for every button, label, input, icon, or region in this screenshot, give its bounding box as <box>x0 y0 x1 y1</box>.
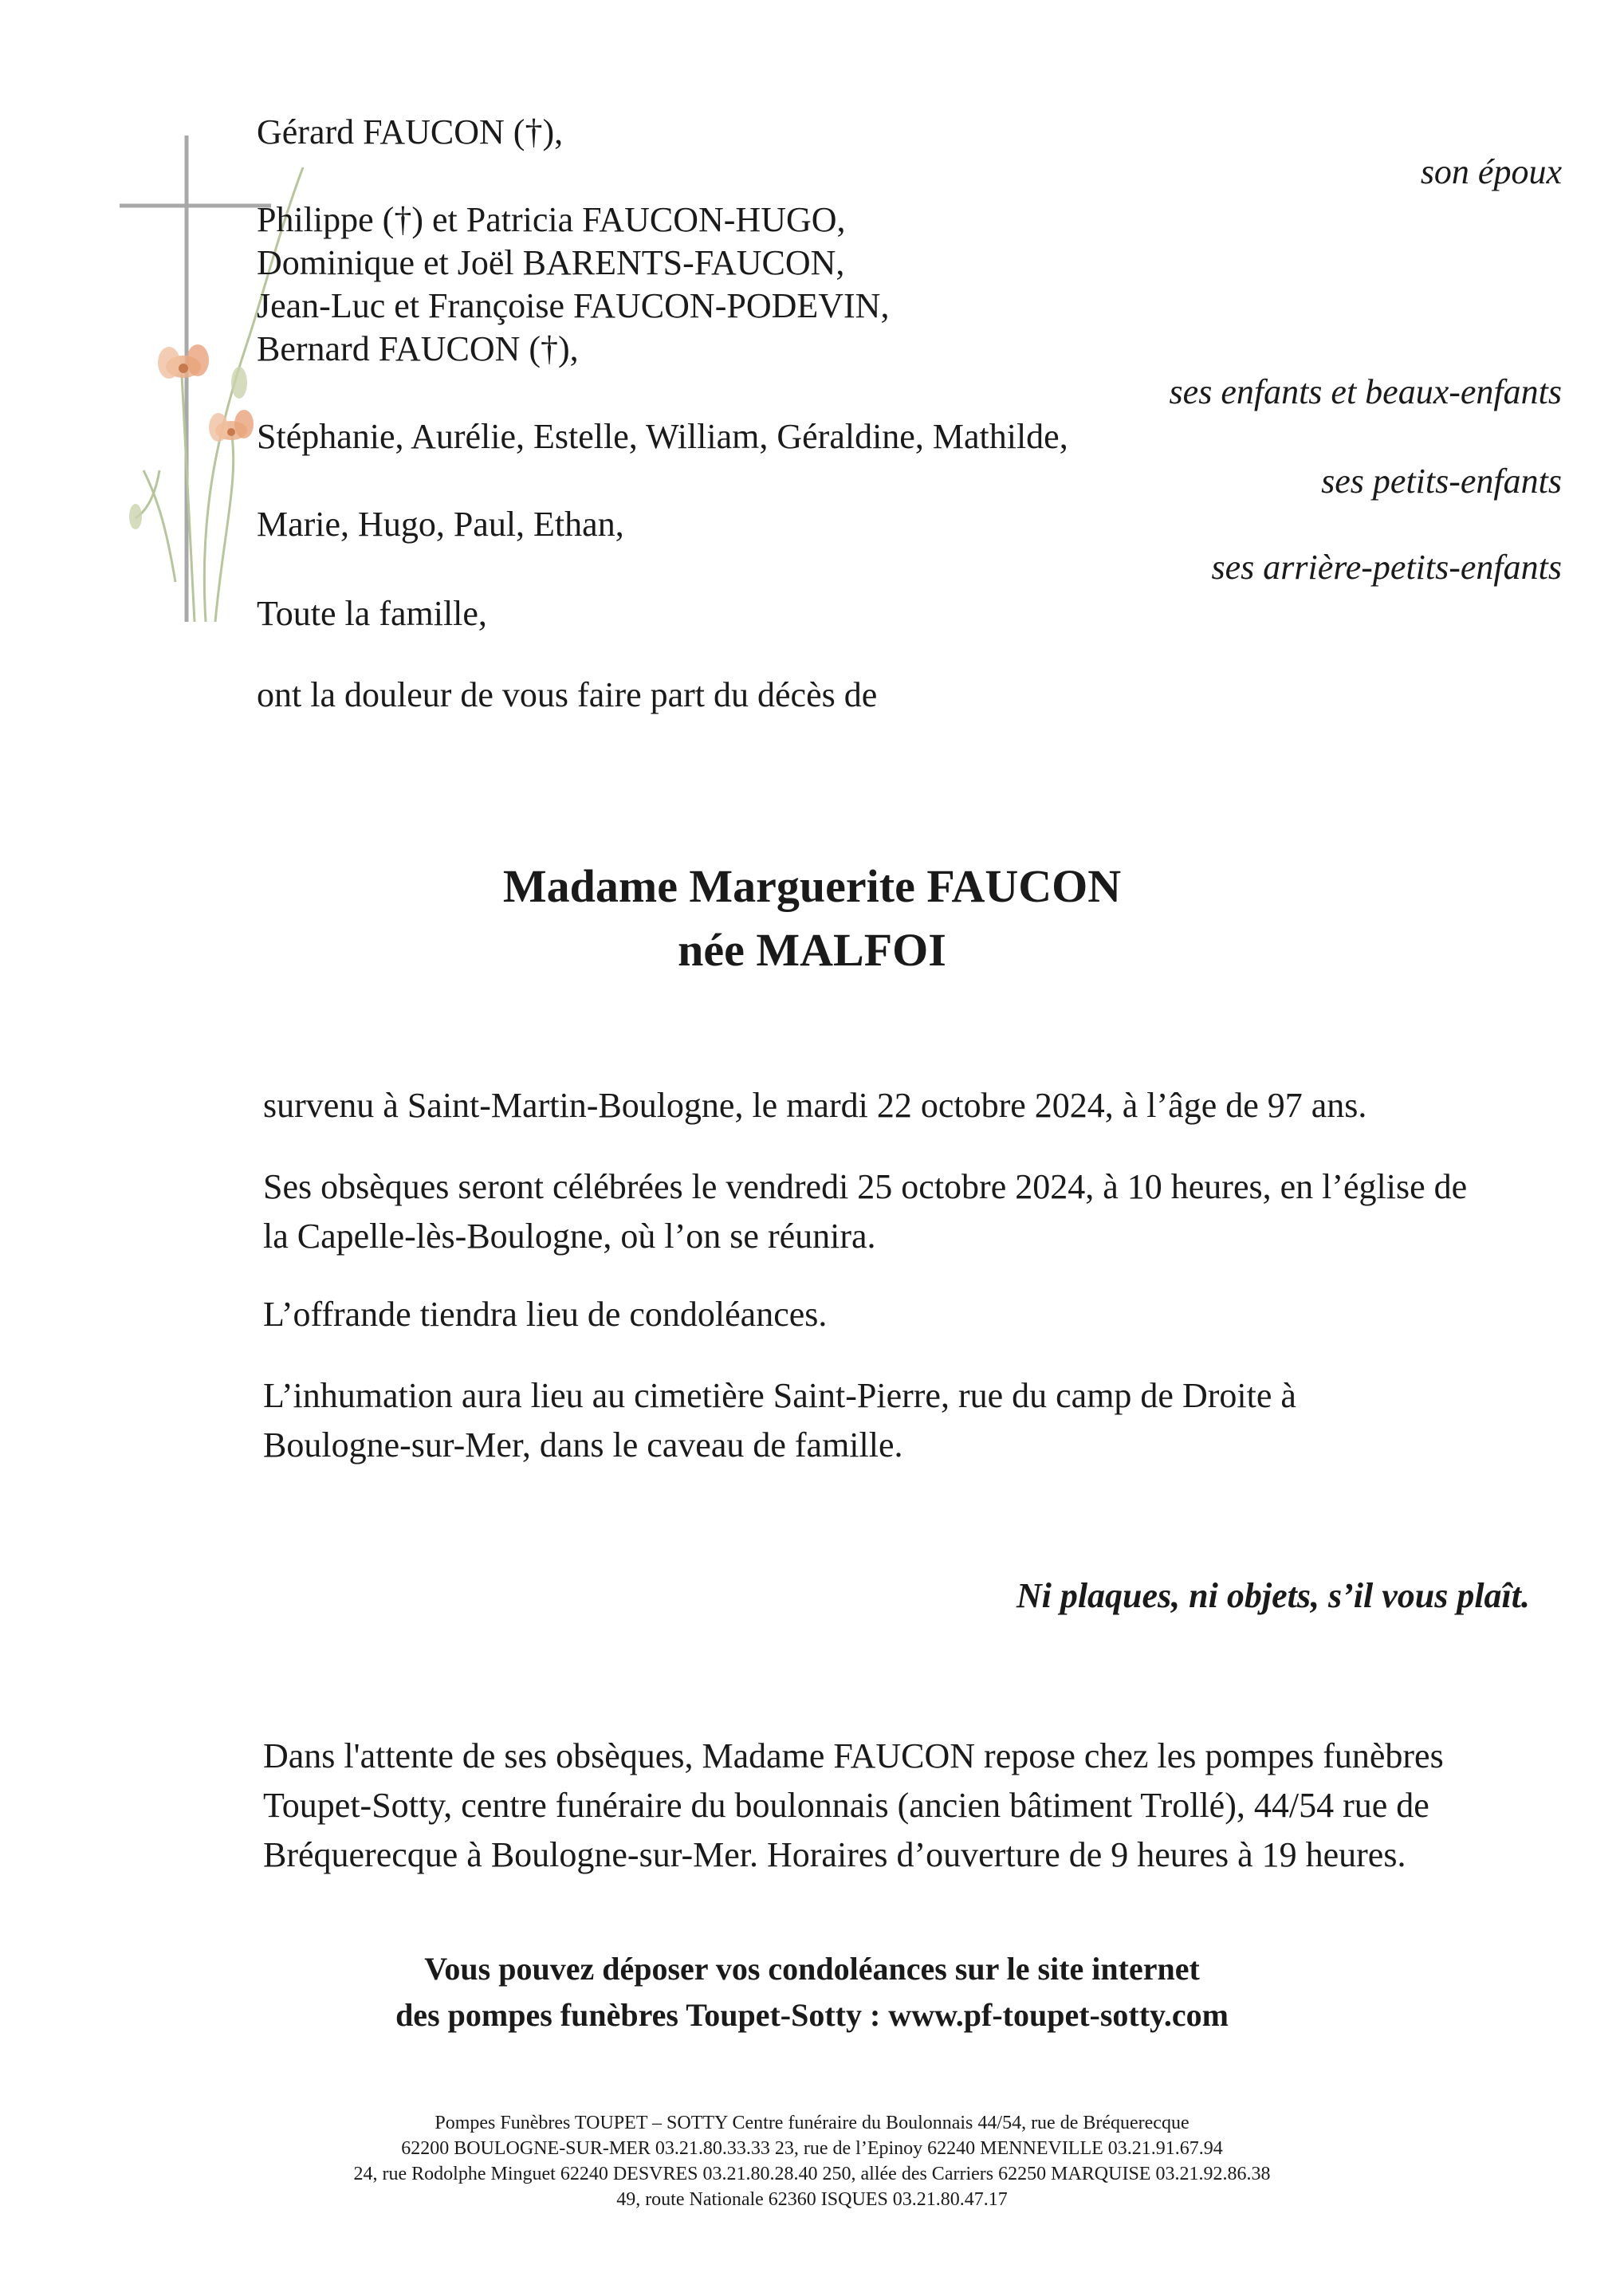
burial-details-line: Boulogne-sur-Mer, dans le caveau de famille. <box>263 1425 903 1464</box>
deceased-name: Madame Marguerite FAUCON <box>502 860 1122 912</box>
role-great-grandchildren: ses arrière-petits-enfants <box>1211 548 1562 587</box>
family-line-child: Philippe (†) et Patricia FAUCON-HUGO, <box>257 200 846 239</box>
family-line-great-grandchildren: Marie, Hugo, Paul, Ethan, <box>257 505 624 544</box>
rest-location-line: Toupet-Sotty, centre funéraire du boulonnais (ancien bâtiment Trollé), 44/54 rue de <box>263 1786 1429 1825</box>
announcement-intro: ont la douleur de vous faire part du décès de <box>257 675 878 714</box>
rest-location-line: Dans l'attente de ses obsèques, Madame FAUCON repose chez les pompes funèbres <box>263 1736 1444 1775</box>
family-line-child: Bernard FAUCON (†), <box>257 329 579 368</box>
burial-details-line: L’inhumation aura lieu au cimetière Saint-Pierre, rue du camp de Droite à <box>263 1376 1296 1415</box>
family-line-grandchildren: Stéphanie, Aurélie, Estelle, William, Géraldine, Mathilde, <box>257 417 1068 456</box>
condolences-line: des pompes funèbres Toupet-Sotty : www.pf-toupet-sotty.com <box>395 1997 1229 2033</box>
footer-address-line: 62200 BOULOGNE-SUR-MER 03.21.80.33.33 23, rue de l’Epinoy 62240 MENNEVILLE 03.21.91.67.94 <box>401 2138 1223 2159</box>
family-line-all: Toute la famille, <box>257 594 487 633</box>
role-spouse: son époux <box>1420 152 1562 191</box>
rest-location-line: Bréquerecque à Boulogne-sur-Mer. Horaires d’ouverture de 9 heures à 19 heures. <box>263 1835 1406 1874</box>
family-line-child: Jean-Luc et Françoise FAUCON-PODEVIN, <box>257 286 890 325</box>
condolences-line: Vous pouvez déposer vos condoléances sur le site internet <box>424 1951 1200 1987</box>
cross-icon <box>120 136 271 622</box>
death-details: survenu à Saint-Martin-Boulogne, le mardi 22 octobre 2024, à l’âge de 97 ans. <box>263 1086 1367 1125</box>
role-children: ses enfants et beaux-enfants <box>1169 372 1562 411</box>
offering-note: L’offrande tiendra lieu de condoléances. <box>263 1295 828 1334</box>
footer-address-line: 49, route Nationale 62360 ISQUES 03.21.80.47.17 <box>616 2189 1008 2210</box>
flower-icon <box>158 344 209 379</box>
role-grandchildren: ses petits-enfants <box>1321 462 1562 501</box>
footer-address-line: Pompes Funèbres TOUPET – SOTTY Centre funéraire du Boulonnais 44/54, rue de Bréquerecque <box>435 2113 1189 2133</box>
funeral-details-line: la Capelle-lès-Boulogne, où l’on se réunira. <box>263 1217 876 1256</box>
footer-address-line: 24, rue Rodolphe Minguet 62240 DESVRES 03.21.80.28.40 250, allée des Carriers 62250 MARQUISE 03.21.92.86.38 <box>353 2164 1271 2184</box>
flower-icon <box>209 410 254 442</box>
family-line-child: Dominique et Joël BARENTS-FAUCON, <box>257 243 845 282</box>
deceased-maiden-name: née MALFOI <box>678 924 946 976</box>
no-plaques-note: Ni plaques, ni objets, s’il vous plaît. <box>1016 1576 1530 1615</box>
funeral-details-line: Ses obsèques seront célébrées le vendredi 25 octobre 2024, à 10 heures, en l’église de <box>263 1167 1468 1206</box>
family-line-spouse: Gérard FAUCON (†), <box>257 112 564 151</box>
